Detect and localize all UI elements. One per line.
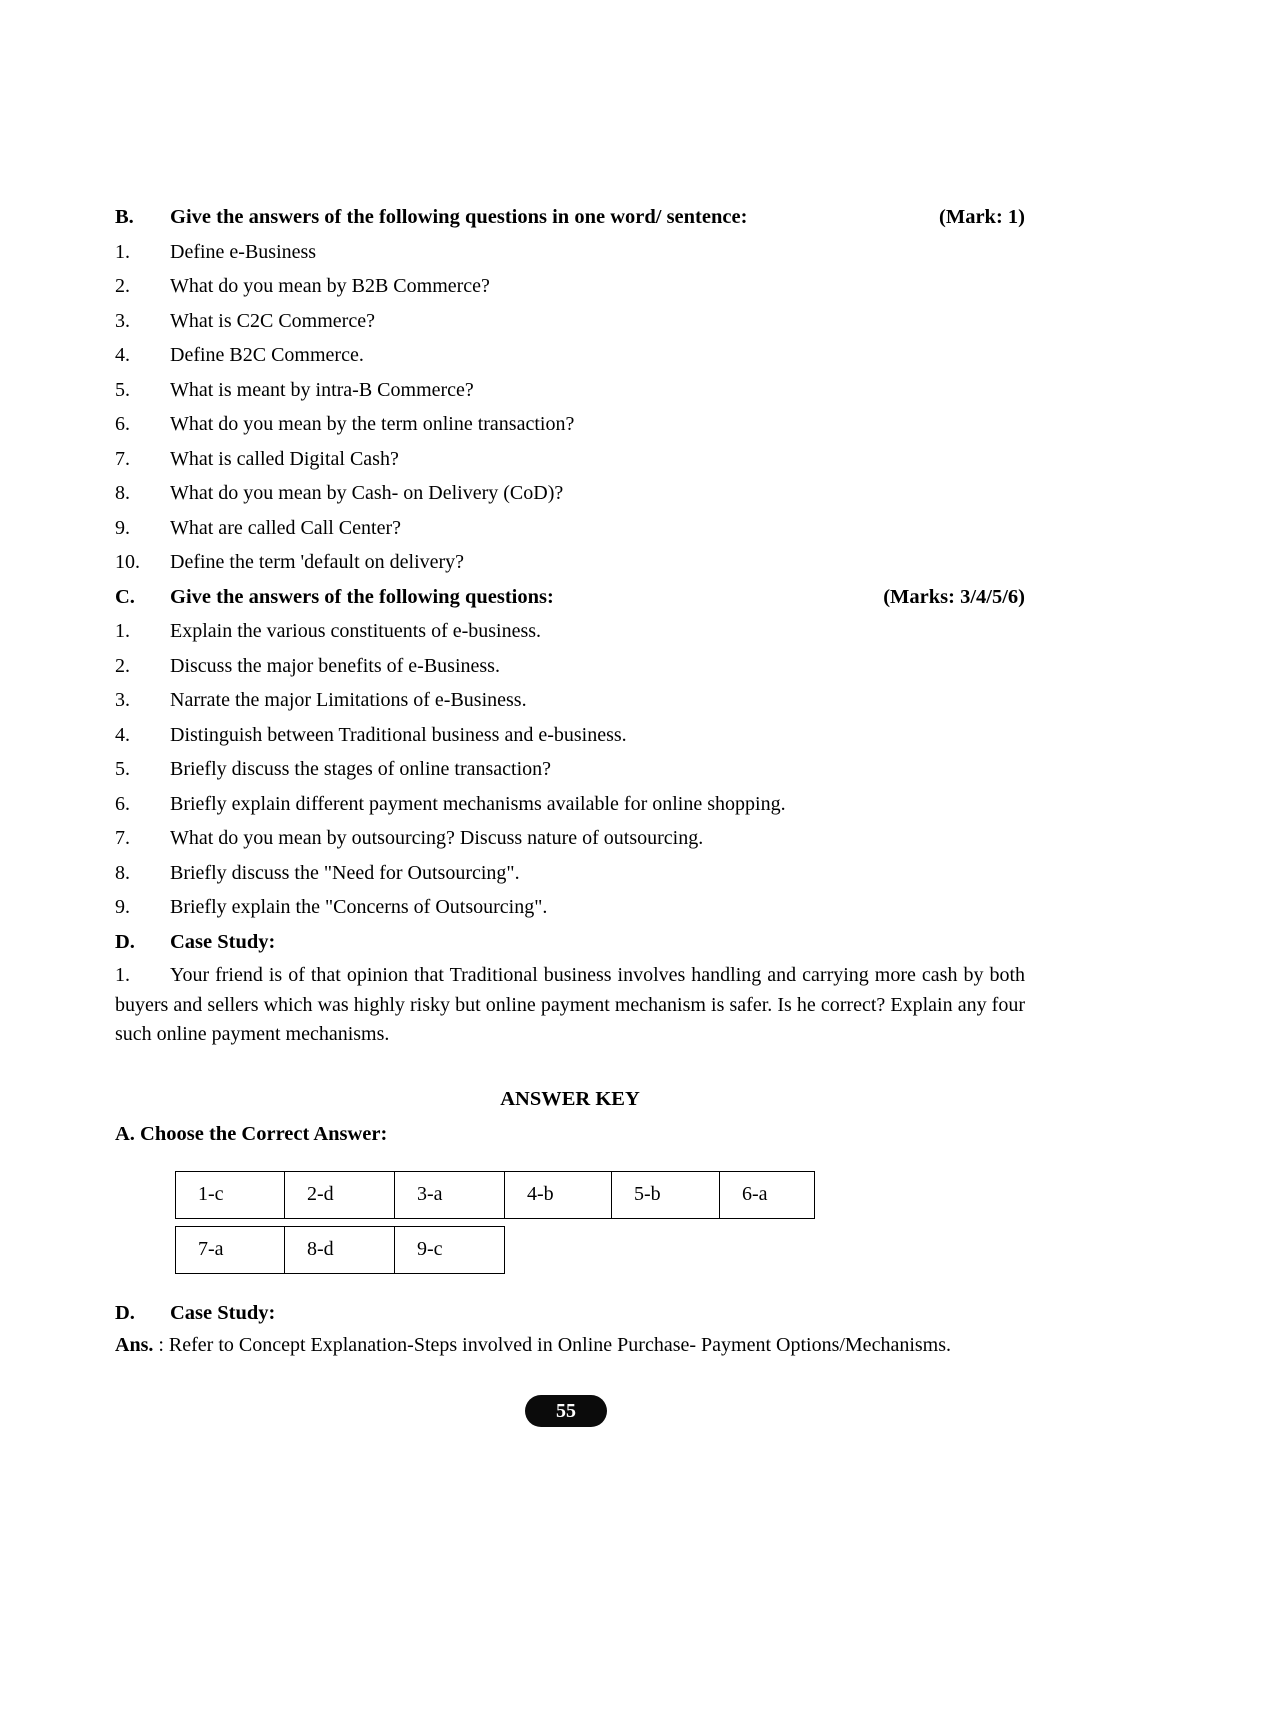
page-number: 55 (556, 1399, 576, 1422)
answer-cell: 2-d (285, 1171, 395, 1219)
question-number: 4. (115, 723, 130, 746)
answer-text: : Refer to Concept Explanation-Steps involved in Online Purchase- Payment Options/Mechanisms. (153, 1334, 951, 1356)
question-number: 5. (115, 758, 130, 780)
question-number: 5. (115, 378, 130, 401)
question-row (115, 890, 1025, 925)
question-row (115, 752, 1025, 787)
section-letter: B. (115, 206, 134, 228)
question-row (115, 269, 1025, 304)
answer-cell: 5-b (612, 1171, 720, 1219)
case-study-answer-row (115, 1330, 1025, 1361)
question-number: 1. (115, 240, 130, 263)
section-b-heading-row (115, 200, 1025, 235)
answer-key-title: ANSWER KEY (500, 1087, 640, 1110)
question-number: 7. (115, 447, 130, 470)
page-number-badge (525, 1395, 607, 1427)
question-number: 9. (115, 516, 130, 539)
section-d-heading-row (115, 925, 1025, 960)
question-text: Define B2C Commerce. (170, 344, 364, 366)
case-study-text: Your friend is of that opinion that Traditional business involves handling and carrying more cash by both buyers and sellers which was highly risky but online payment mechanism is safer. Is he correct? Explain any four such online payment mechanisms. (115, 964, 1025, 1045)
question-text: Discuss the major benefits of e-Business. (170, 654, 500, 677)
question-row (115, 545, 1025, 580)
question-row (115, 373, 1025, 408)
question-text: Distinguish between Traditional business and e-business. (170, 723, 627, 746)
question-row (115, 304, 1025, 339)
question-text: What is C2C Commerce? (170, 309, 375, 332)
question-row (115, 338, 1025, 373)
question-number: 3. (115, 689, 130, 711)
question-number: 8. (115, 861, 130, 884)
question-text: Explain the various constituents of e-business. (170, 620, 542, 642)
question-number: 6. (115, 413, 130, 435)
question-number: 2. (115, 654, 130, 677)
answer-cell: 1-c (175, 1171, 285, 1219)
question-text: What is called Digital Cash? (170, 447, 399, 470)
question-text: Briefly discuss the "Need for Outsourcing". (170, 861, 520, 884)
question-number: 1. (115, 964, 130, 986)
question-text: Briefly explain the "Concerns of Outsourcing". (170, 896, 548, 918)
case-study-paragraph (115, 961, 1025, 1050)
question-text: What do you mean by outsourcing? Discuss nature of outsourcing. (170, 827, 704, 849)
question-text: Define the term 'default on delivery? (170, 551, 465, 573)
question-text: Briefly discuss the stages of online transaction? (170, 758, 552, 780)
question-row (115, 442, 1025, 477)
question-row (115, 718, 1025, 753)
question-number: 7. (115, 827, 130, 849)
question-row (115, 787, 1025, 822)
section-title: Give the answers of the following questions in one word/ sentence: (170, 206, 748, 228)
answer-cell: 9-c (395, 1226, 505, 1274)
question-number: 8. (115, 482, 130, 504)
question-row (115, 856, 1025, 891)
question-number: 6. (115, 792, 130, 815)
page-content (115, 200, 1025, 1361)
answer-label: Ans. (115, 1334, 154, 1356)
question-row (115, 407, 1025, 442)
answer-cell: 3-a (395, 1171, 505, 1219)
section-c-heading-row (115, 580, 1025, 615)
answer-cell: 7-a (175, 1226, 285, 1274)
question-number: 2. (115, 275, 130, 297)
section-title: Give the answers of the following questions: (170, 585, 554, 608)
question-row (115, 821, 1025, 856)
section-marks: (Mark: 1) (939, 206, 1025, 228)
section-letter: C. (115, 585, 135, 608)
answer-key-row (175, 1226, 1025, 1274)
question-row (115, 235, 1025, 270)
question-row (115, 476, 1025, 511)
question-text: What do you mean by the term online transaction? (170, 413, 575, 435)
answer-cell: 6-a (720, 1171, 815, 1219)
question-row (115, 649, 1025, 684)
question-row (115, 614, 1025, 649)
question-number: 3. (115, 309, 130, 332)
question-number: 10. (115, 551, 140, 573)
answer-cell: 8-d (285, 1226, 395, 1274)
question-text: Define e-Business (170, 240, 317, 263)
question-text: What do you mean by Cash- on Delivery (CoD)? (170, 482, 564, 504)
question-row (115, 683, 1025, 718)
question-number: 9. (115, 896, 130, 918)
question-text: Narrate the major Limitations of e-Business. (170, 689, 527, 711)
section-letter: D. (115, 1301, 135, 1324)
question-text: What is meant by intra-B Commerce? (170, 378, 474, 401)
section-title: Case Study: (170, 930, 276, 953)
question-number: 1. (115, 620, 130, 642)
section-marks: (Marks: 3/4/5/6) (883, 585, 1025, 608)
answer-key-table (175, 1171, 1025, 1274)
question-text: What do you mean by B2B Commerce? (170, 275, 490, 297)
question-text: What are called Call Center? (170, 516, 401, 539)
choose-correct-answer-heading: A. Choose the Correct Answer: (115, 1122, 388, 1145)
question-text: Briefly explain different payment mechanisms available for online shopping. (170, 792, 786, 815)
section-title: Case Study: (170, 1301, 276, 1324)
answer-cell: 4-b (505, 1171, 612, 1219)
section-letter: D. (115, 930, 135, 953)
case-study-answer-heading-row (115, 1296, 1025, 1331)
question-number: 4. (115, 344, 130, 366)
question-row (115, 511, 1025, 546)
answer-key-row (175, 1171, 1025, 1219)
